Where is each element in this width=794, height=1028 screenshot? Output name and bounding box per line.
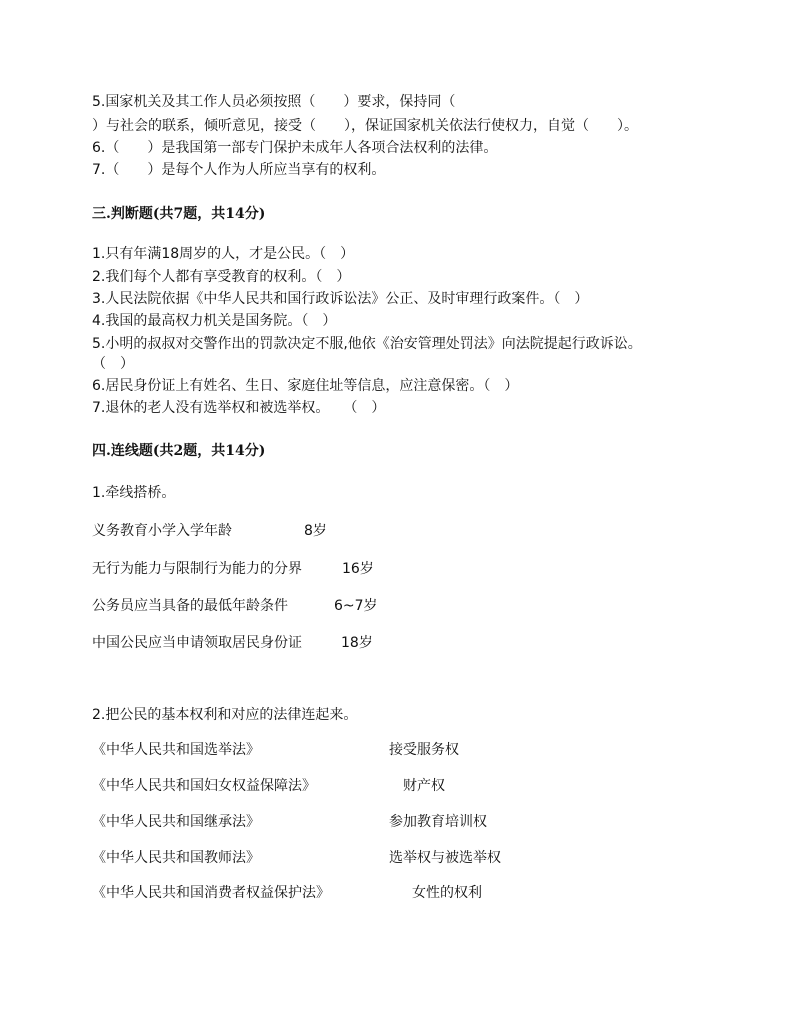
- question-text: 5.国家机关及其工作人员必须按照（ ）要求，保持同（: [92, 94, 456, 110]
- match-left-item: 《中华人民共和国教师法》: [92, 850, 260, 866]
- match-right-item: 参加教育培训权: [389, 814, 487, 830]
- match-right-item: 6~7岁: [334, 598, 378, 614]
- match-left-item: 公务员应当具备的最低年龄条件: [92, 598, 288, 614]
- question-prompt: 2.把公民的基本权利和对应的法律连起来。: [92, 707, 358, 723]
- question-text: 6.（ ）是我国第一部专门保护未成年人各项合法权利的法律。: [92, 140, 498, 156]
- match-left-item: 无行为能力与限制行为能力的分界: [92, 561, 302, 577]
- match-left-item: 《中华人民共和国选举法》: [92, 742, 260, 758]
- match-left-item: 义务教育小学入学年龄: [92, 523, 232, 539]
- match-left-item: 《中华人民共和国继承法》: [92, 814, 260, 830]
- section-heading: 四.连线题(共2题，共14分): [92, 443, 266, 459]
- match-right-item: 8岁: [304, 523, 327, 539]
- match-right-item: 女性的权利: [412, 885, 482, 901]
- question-text: 4.我国的最高权力机关是国务院。（ ）: [92, 313, 337, 329]
- question-text: 7.（ ）是每个人作为人所应当享有的权利。: [92, 162, 386, 178]
- question-text: 6.居民身份证上有姓名、生日、家庭住址等信息，应注意保密。（ ）: [92, 378, 519, 394]
- question-text: （ ）: [92, 356, 134, 372]
- question-text: ）与社会的联系，倾听意见，接受（ ），保证国家机关依法行使权力，自觉（ ）。: [92, 118, 638, 134]
- question-text: 2.我们每个人都有享受教育的权利。（ ）: [92, 269, 351, 285]
- question-text: 5.小明的叔叔对交警作出的罚款决定不服,他依《治安管理处罚法》向法院提起行政诉讼。: [92, 336, 642, 352]
- match-right-item: 16岁: [342, 561, 374, 577]
- match-left-item: 《中华人民共和国消费者权益保护法》: [92, 885, 330, 901]
- question-text: 3.人民法院依据《中华人民共和国行政诉讼法》公正、及时审理行政案件。（ ）: [92, 291, 589, 307]
- match-right-item: 财产权: [403, 778, 445, 794]
- match-right-item: 选举权与被选举权: [389, 850, 501, 866]
- match-right-item: 接受服务权: [389, 742, 459, 758]
- section-heading: 三.判断题(共7题，共14分): [92, 206, 266, 222]
- question-text: 1.只有年满18周岁的人，才是公民。（ ）: [92, 246, 355, 262]
- match-right-item: 18岁: [341, 635, 373, 651]
- match-left-item: 中国公民应当申请领取居民身份证: [92, 635, 302, 651]
- question-prompt: 1.牵线搭桥。: [92, 485, 176, 501]
- match-left-item: 《中华人民共和国妇女权益保障法》: [92, 778, 316, 794]
- question-text: 7.退休的老人没有选举权和被选举权。 （ ）: [92, 400, 386, 416]
